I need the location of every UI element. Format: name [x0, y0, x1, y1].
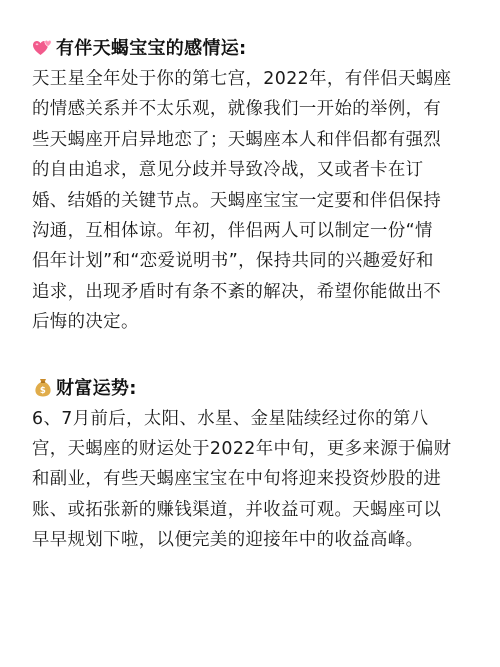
text-line: 侣年计划”和“恋爱说明书”，保持共同的兴趣爱好和 — [32, 251, 434, 272]
section-heading-text: 财富运势: — [56, 377, 137, 399]
text-line: 和副业，有些天蝎座宝宝在中旬将迎来投资炒股的进 — [32, 469, 442, 490]
money-bag-icon — [32, 376, 54, 398]
text-line: 沟通，互相体谅。年初，伴侣两人可以制定一份“情 — [32, 221, 433, 242]
section-wealth-fortune — [32, 370, 472, 556]
text-line: 些天蝎座开启异地恋了；天蝎座本人和伴侣都有强烈 — [32, 129, 442, 150]
section-heading-text: 有伴天蝎宝宝的感情运: — [56, 38, 247, 59]
svg-text:$: $ — [39, 385, 47, 396]
text-line: 早早规划下啦，以便完美的迎接年中的收益高峰。 — [32, 530, 424, 551]
section-heading — [32, 370, 472, 404]
section-body — [32, 404, 472, 556]
text-line: 6、7月前后，太阳、水星、金星陆续经过你的第八 — [32, 408, 429, 429]
section-body — [32, 64, 472, 338]
section-love-fortune — [32, 30, 472, 338]
text-line: 宫，天蝎座的财运处于2022年中旬，更多来源于偏财 — [32, 439, 452, 460]
text-line: 追求，出现矛盾时有条不紊的解决，希望你能做出不 — [32, 281, 442, 302]
text-line: 后悔的决定。 — [32, 312, 139, 333]
two-hearts-icon — [32, 36, 54, 58]
text-line: 天王星全年处于你的第七宫，2022年，有伴侣天蝎座 — [32, 69, 452, 89]
text-line: 的自由追求，意见分歧并导致冷战，又或者卡在订 — [32, 160, 424, 181]
text-line: 的情感关系并不太乐观，就像我们一开始的举例，有 — [32, 99, 442, 120]
section-heading — [32, 30, 472, 64]
text-line: 账、或拓张新的赚钱渠道，并收益可观。天蝎座可以 — [32, 499, 442, 520]
text-line: 婚、结婚的关键节点。天蝎座宝宝一定要和伴侣保持 — [32, 190, 442, 211]
